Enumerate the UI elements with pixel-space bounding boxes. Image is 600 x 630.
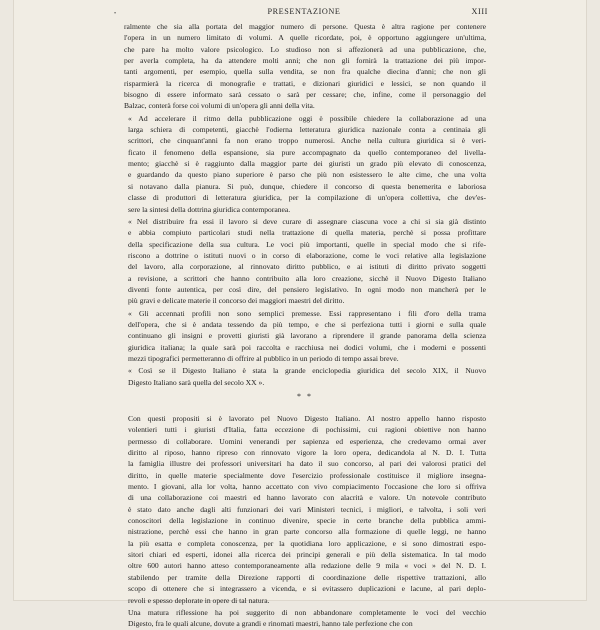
text-line: ficato il fenomeno della espansione, sia pure accompagnato da quello contemporaneo del livella- [128,147,486,157]
text-line: si notavano dalla pianura. Si può, dunque, chiedere il concorso di questa benemerita e laboriosa [128,181,486,191]
running-header [114,7,488,19]
text-line: oltre 600 autori hanno atteso contemporaneamente alla redazione delle 9 mila « voci » del N. D. I. [128,561,486,571]
page-header-title: PRESENTAZIONE [267,7,341,16]
text-line: del lavoro, alla corporazione, al rinnovato diritto pubblico, e ai istituti di diritto privato soggetti [128,262,486,272]
paragraph [124,216,486,307]
text-line: stabilendo per tramite della Direzione rapporti di coordinazione delle rispettive trattazioni, allo [128,572,486,582]
page-number: XIII [471,7,488,16]
text-line: Balzac, conterà forse coi volumi di un'opera gli anni della vita. [124,101,315,111]
text-line: che pare ha molto valore psicologico. Lo studioso non si affezionerà ad una pubblicazione, che, [124,44,486,54]
text-line: e abbia compiuto particolari studi nella trattazione di quella materia, perchè si possa profittare [128,228,486,238]
text-line: risparmierà la ricerca di monografie e trattati, e dizionari giuridici e lessici, se non quando il [124,78,486,88]
text-line: dell'opera, che si è andata tessendo da più tempo, e che si perfeziona tutti i giorni e sulla quale [128,319,486,329]
book-page [14,0,586,629]
paragraph [124,21,486,112]
text-line: Una matura riflessione ha poi suggerito di non abbandonare completamente le voci del vecchio [128,607,486,617]
text-line: a revisione, a scrittori che hanno contribuito alla loro creazione, sicchè il Nuovo Digesto Italiano [128,273,486,283]
text-line: della specificazione della sua cultura. Le voci più importanti, quelle in special modo che si rife- [128,239,486,249]
paragraph [124,113,486,215]
page-body-text [124,21,486,630]
text-line: ralmente che sia alla portata del maggior numero di persone. Questa è altra ragione per contenere [124,22,486,31]
text-line: continuano gli insigni e provetti giuristi già lavorano a riprendere il grande panorama della scienza [128,331,486,341]
text-line: « Ad accelerare il ritmo della pubblicazione oggi è possibile chiedere la collaborazione ad una [128,113,486,123]
text-line: classe di produttori di letteratura giuridica, per la compilazione di un'opera collettiva, che dev'es- [128,193,486,203]
text-line: mento. I giovani, alla lor volta, hanno accettato con vivo compiacimento l'occasione che loro si offriva [128,482,486,492]
text-line: mento; giacchè si è raggiunto dalla maggior parte dei giuristi un grado più elevato di conoscenza, [128,159,486,169]
text-line: di una collaborazione coi maestri ed hanno lavorato con alacrità e valore. Un notevole contributo [128,493,486,503]
paragraph [124,413,486,606]
text-line: giuridica italiana; la quale sarà poi raccolta e racchiusa nei dodici volumi, che i moderni e possenti [128,342,486,352]
text-line: Digesto Italiano sarà quella del secolo XX ». [128,377,265,387]
text-line: « Nel distribuire fra essi il lavoro si deve curare di assegnare ciascuna voce a chi si sia già distinto [128,216,486,226]
text-line: la famiglia illustre dei professori universitari ha dato il suo concorso, al pari dei valorosi pratici del [128,459,486,469]
paragraph [124,308,486,365]
text-line: riscono a dottrine o istituti nuovi o in corso di elaborazione, come le voci relative alla legislazione [128,250,486,260]
text-line: più gravi e delicate materie il concorso dei maggiori maestri del diritto. [128,296,345,306]
text-line: « Gli accennati profili non sono semplici premesse. Essi rappresentano i fili d'oro della trama [128,308,486,318]
text-line: la più esatta e completa conoscenza, per la quotidiana loro applicazione, e si sono dimostrati espo- [128,538,486,548]
paragraph [124,365,486,388]
text-line: l'opera in un numero limitato di volumi. A quelle ricordate, poi, è opportuno aggiungere un'ultima, [124,33,486,43]
text-line: mezzi tipografici permetteranno di offrire al pubblico in un periodo di tempo assai breve. [128,353,399,363]
text-line: scopo di ottenere che si integrassero a vicenda, e si evitassero duplicazioni e lacune, al pari deplo- [128,584,486,594]
text-line: nistrazione, perchè essi che hanno in gran parte concorso alla formazione di quelle leggi, ne hanno [128,527,486,537]
text-line: Digesto, fra le quali alcune, dovute a grandi e rinomati maestri, hanno tale perfezione che con [128,619,413,629]
text-line: diritto, in quelle materie specialmente dove l'esercizio professionale costituisce il migliore insegna- [128,470,486,480]
text-line: è stato dato anche dagli alti funzionari dei vari Ministeri tecnici, i migliori, e talvolta, i soli veri [128,504,486,514]
text-line: sere la sintesi della dottrina giuridica contemporanea. [128,204,291,214]
text-line: diritto al riposo, hanno ripreso con rinnovato vigore la loro opera, dedicandola al N. D. I. Tutta [128,448,486,458]
text-line: Con questi propositi si è lavorato pel Nuovo Digesto Italiano. Al nostro appello hanno risposto [128,414,486,423]
header-ornament-mark: • [114,11,117,17]
text-line: permesso di collaborare. Uomini venerandi per sapienza ed esperienza, che credevamo ormai aver [128,436,486,446]
text-line: revoli e spesso deplorate in opere di tal natura. [128,595,270,605]
paragraph [124,607,486,630]
text-line: conoscitori della legislazione in continuo divenire, specie in certe branche della pubblica ammi- [128,516,486,526]
text-line: volentieri tutti i giuristi d'Italia, fatta eccezione di pochissimi, cui ragioni obiettive non hanno [128,425,486,435]
text-line: tanti argomenti, per esempio, quella sulla vendita, se non fra qualche diecina d'anni; che non gli [124,67,486,77]
text-line: e guardando da questo piano superiore è parso che più non esistessero le alte cime, che una volta [128,170,486,180]
text-line: scrittori, che cinquant'anni fa non erano troppo numerosi. Anche nella cultura giuridica si è veri- [128,136,486,146]
text-line: per averla completa, ha da attendere molti anni; che non gli fornirà la trattazione dei più impor- [124,56,486,66]
section-break-asterisks: * * [297,392,313,401]
text-line: bisogno di essere informato sarà cessato o sarà per cessare; che, infine, come il personaggio del [124,90,486,100]
text-line: « Così se il Digesto Italiano è stata la grande enciclopedia giuridica del secolo XIX, il Nuovo [128,366,486,376]
text-line: larga schiera di competenti, giacchè l'odierna letteratura giuridica nazionale conta a centinaia gli [128,125,486,135]
text-line: diventi fonte autentica, per così dire, del pensiero legislativo. In ogni modo non mancherà per le [128,284,486,294]
text-line: sitori chiari ed esperti, idonei alla ricerca dei principi generali e più della sistematica. In tal modo [128,550,486,560]
